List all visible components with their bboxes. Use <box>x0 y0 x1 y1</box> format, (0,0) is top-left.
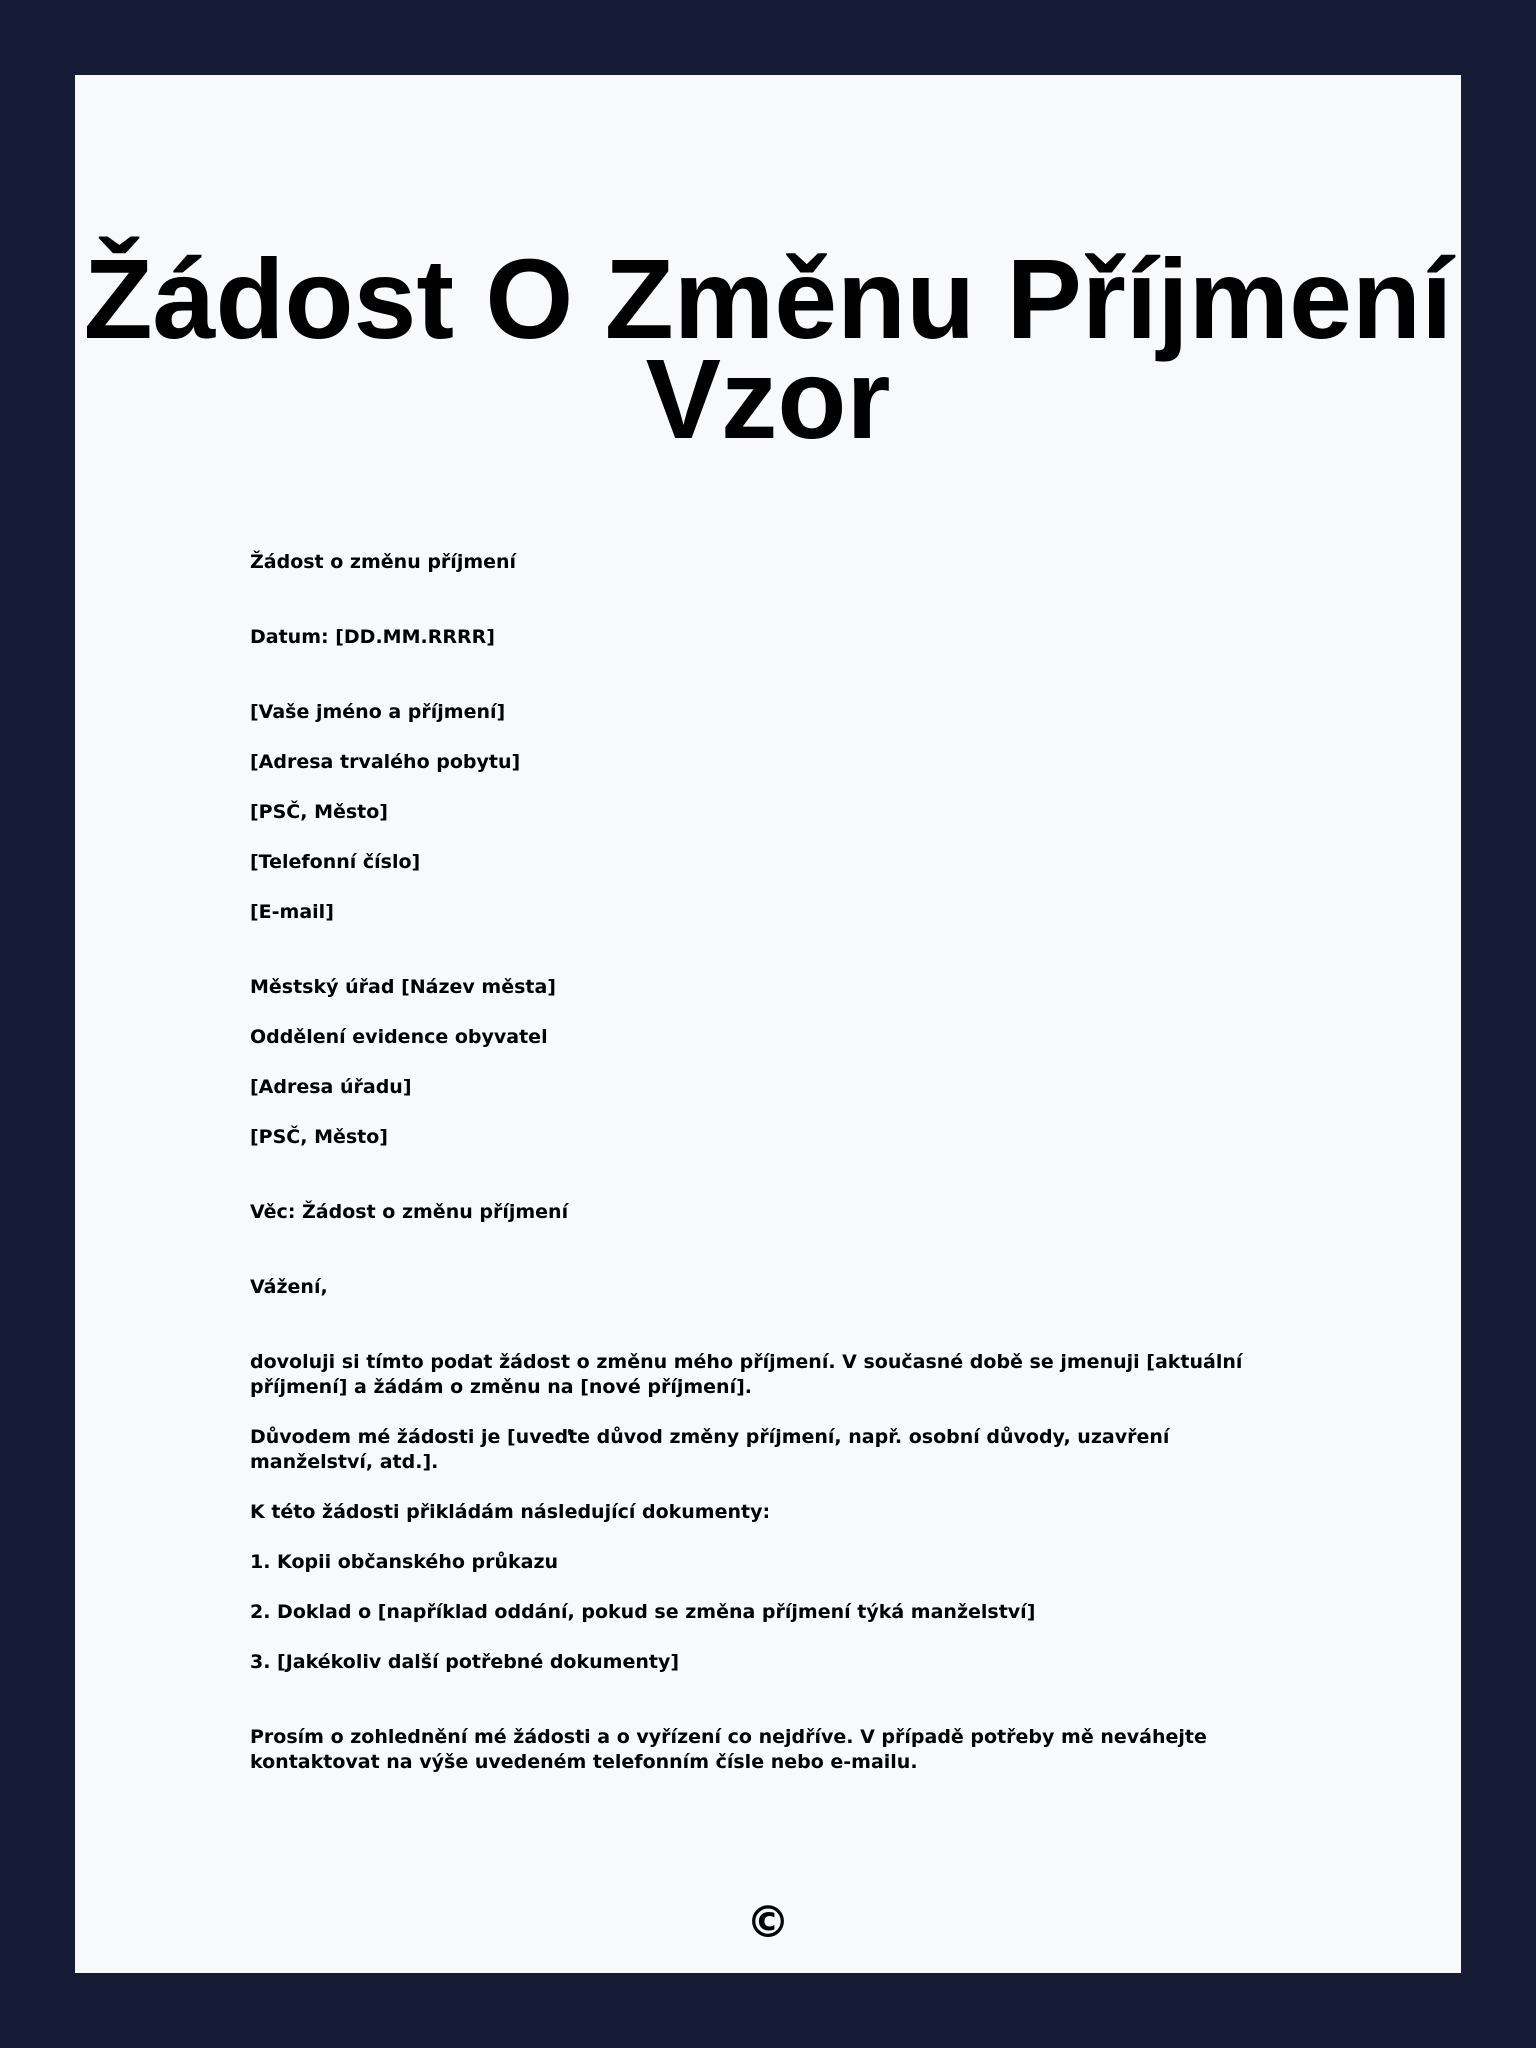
letter-heading: Žádost o změnu příjmení <box>250 551 517 573</box>
sender-name: [Vaše jméno a příjmení] <box>250 701 506 723</box>
sender-city: [PSČ, Město] <box>250 801 388 823</box>
copyright-icon: © <box>746 1897 790 1948</box>
attachments-intro: K této žádosti přikládám následující dokumenty: <box>250 1501 771 1523</box>
letter-salutation: Vážení, <box>250 1276 328 1298</box>
recipient-city: [PSČ, Město] <box>250 1126 388 1148</box>
attachment-item-3: 3. [Jakékoliv další potřebné dokumenty] <box>250 1651 680 1673</box>
title-line-2: Vzor <box>645 336 891 462</box>
letter-paragraph-1: dovoluji si tímto podat žádost o změnu mého příjmení. V současné době se jmenuji [aktuální příjmení] a žádám o změnu na [nové příjmení]. <box>250 1351 1243 1398</box>
sender-address: [Adresa trvalého pobytu] <box>250 751 521 773</box>
recipient-office: Městský úřad [Název města] <box>250 976 556 998</box>
document-page <box>75 75 1461 1973</box>
attachment-item-1: 1. Kopii občanského průkazu <box>250 1551 559 1573</box>
recipient-address: [Adresa úřadu] <box>250 1076 412 1098</box>
letter-date: Datum: [DD.MM.RRRR] <box>250 626 495 648</box>
attachment-item-2: 2. Doklad o [například oddání, pokud se změna příjmení týká manželství] <box>250 1601 1036 1623</box>
letter-paragraph-2: Důvodem mé žádosti je [uveďte důvod změny příjmení, např. osobní důvody, uzavření manželství, atd.]. <box>250 1426 1170 1473</box>
recipient-department: Oddělení evidence obyvatel <box>250 1026 548 1048</box>
letter-closing: Prosím o zohlednění mé žádosti a o vyřízení co nejdříve. V případě potřeby mě neváhejte kontaktovat na výše uvedeném telefonním čísle nebo e-mailu. <box>250 1726 1207 1773</box>
document-title <box>75 236 1461 462</box>
letter-subject: Věc: Žádost o změnu příjmení <box>250 1201 569 1223</box>
sender-email: [E-mail] <box>250 901 334 923</box>
sender-phone: [Telefonní číslo] <box>250 851 421 873</box>
title-line-1: Žádost O Změnu Příjmení <box>83 236 1453 362</box>
